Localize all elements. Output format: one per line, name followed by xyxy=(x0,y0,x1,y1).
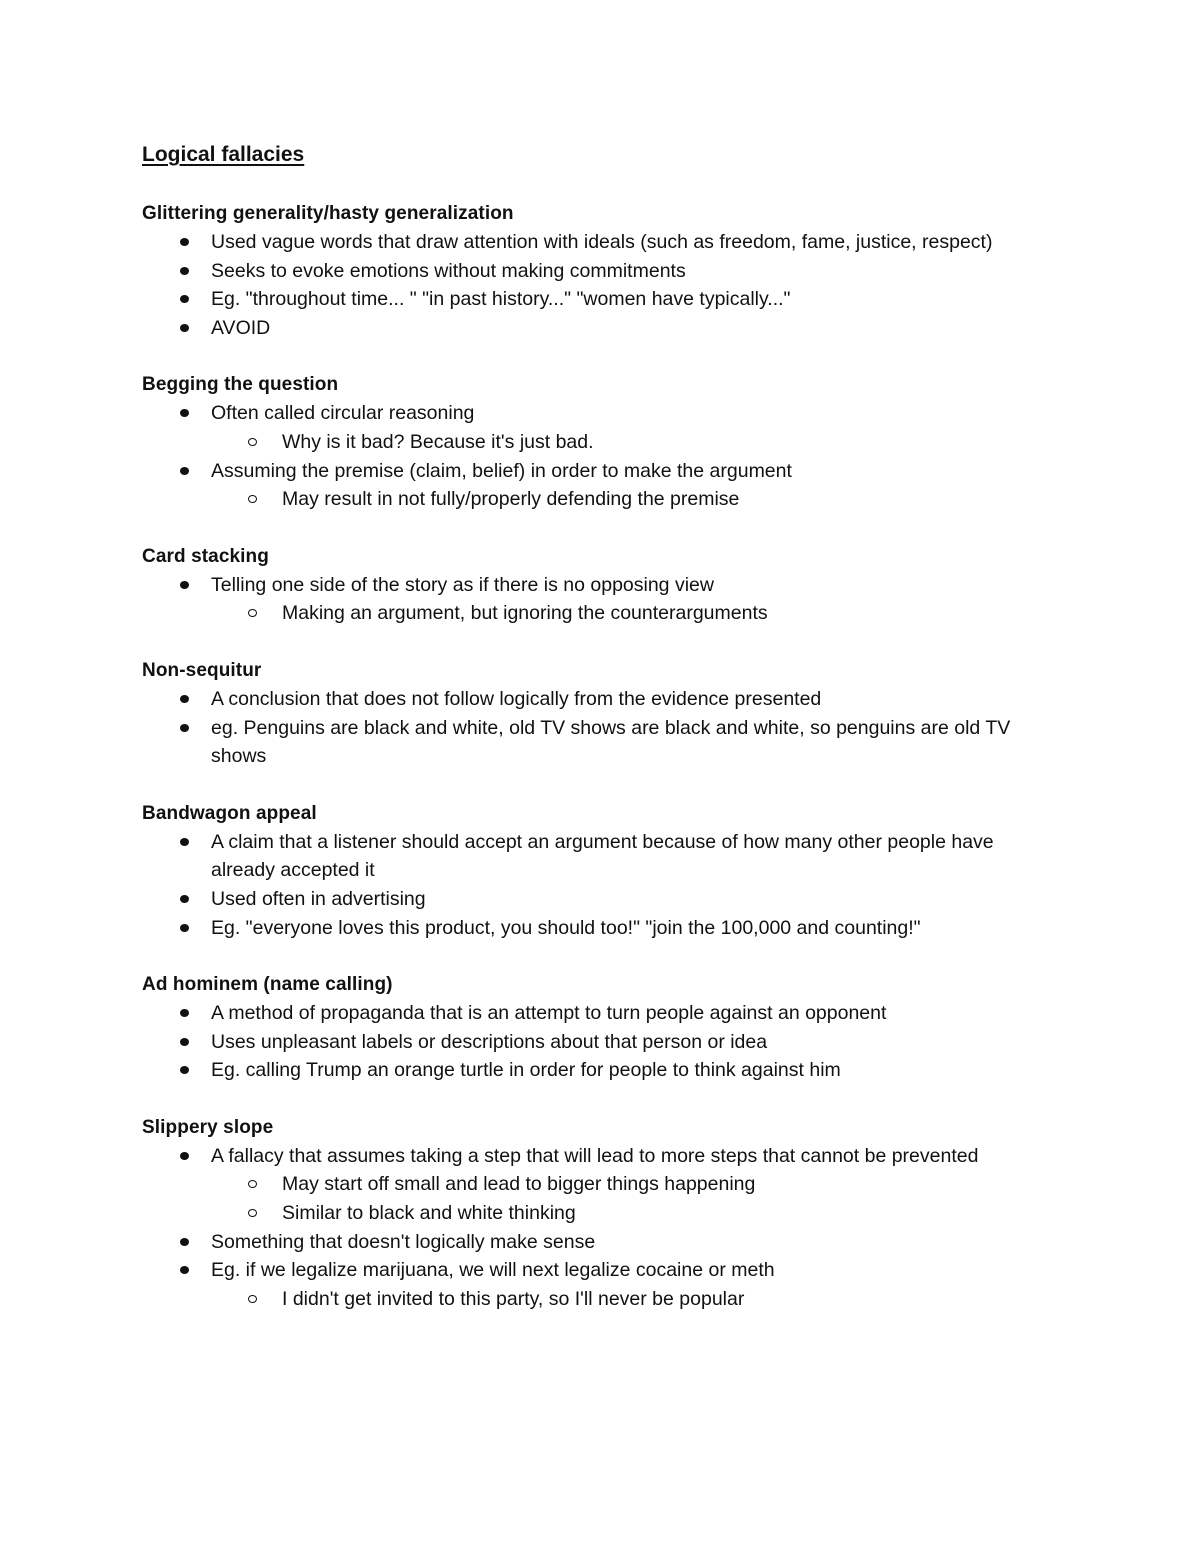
list-item xyxy=(142,1256,1042,1313)
list-item-text: Eg. if we legalize marijuana, we will next legalize cocaine or meth xyxy=(211,1259,775,1282)
filled-bullet-icon xyxy=(180,295,189,303)
sub-list-item xyxy=(211,428,1042,457)
list-item-text: Eg. calling Trump an orange turtle in order for people to think against him xyxy=(211,1059,841,1082)
section-heading: Card stacking xyxy=(142,545,269,567)
list-item-text: A fallacy that assumes taking a step that will lead to more steps that cannot be prevented xyxy=(211,1144,979,1167)
sub-bullet-list xyxy=(211,1170,1042,1227)
fallacy-section xyxy=(142,656,1042,771)
list-item xyxy=(142,571,1042,628)
section-heading: Glittering generality/hasty generalization xyxy=(142,203,514,224)
bullet-list xyxy=(142,1142,1042,1314)
list-item-text: Often called circular reasoning xyxy=(211,402,475,425)
list-item xyxy=(142,228,1042,257)
sub-bullet-list xyxy=(211,599,1042,628)
list-item xyxy=(142,999,1042,1028)
sub-bullet-list xyxy=(211,485,1042,514)
fallacy-section xyxy=(142,970,1042,1085)
filled-bullet-icon xyxy=(180,467,189,475)
list-item xyxy=(142,914,1042,943)
sub-list-item xyxy=(211,1170,1042,1199)
hollow-bullet-icon xyxy=(248,1209,257,1217)
sub-bullet-list xyxy=(211,1285,1042,1314)
fallacy-section xyxy=(142,199,1042,342)
list-item xyxy=(142,885,1042,914)
filled-bullet-icon xyxy=(180,924,189,932)
sub-list-item-text: May start off small and lead to bigger things happening xyxy=(282,1173,756,1196)
bullet-list xyxy=(142,571,1042,628)
hollow-bullet-icon xyxy=(248,609,257,617)
section-heading: Ad hominem (name calling) xyxy=(142,974,393,996)
list-item xyxy=(142,685,1042,714)
fallacy-section xyxy=(142,370,1042,513)
bullet-list xyxy=(142,685,1042,771)
list-item xyxy=(142,399,1042,456)
section-heading: Bandwagon appeal xyxy=(142,802,317,824)
list-item-text: Something that doesn't logically make sense xyxy=(211,1230,596,1253)
filled-bullet-icon xyxy=(180,581,189,589)
list-item-text: Seeks to evoke emotions without making commitments xyxy=(211,259,686,282)
document-body xyxy=(142,140,1042,1341)
filled-bullet-icon xyxy=(180,324,189,332)
section-heading: Non-sequitur xyxy=(142,659,262,681)
fallacy-section xyxy=(142,542,1042,628)
bullet-list xyxy=(142,999,1042,1085)
section-heading: Slippery slope xyxy=(142,1116,274,1138)
list-item xyxy=(142,828,1042,885)
bullet-list xyxy=(142,828,1042,942)
fallacy-section xyxy=(142,1113,1042,1314)
filled-bullet-icon xyxy=(180,1038,189,1046)
filled-bullet-icon xyxy=(180,1009,189,1017)
list-item xyxy=(142,314,1042,343)
list-item-text: Telling one side of the story as if there is no opposing view xyxy=(211,573,714,596)
sub-list-item xyxy=(211,1285,1042,1314)
sub-list-item xyxy=(211,485,1042,514)
list-item xyxy=(142,714,1042,771)
filled-bullet-icon xyxy=(180,695,189,703)
filled-bullet-icon xyxy=(180,267,189,275)
sub-list-item xyxy=(211,1199,1042,1228)
sub-list-item-text: Why is it bad? Because it's just bad. xyxy=(282,430,594,453)
document-title: Logical fallacies xyxy=(142,143,305,166)
list-item xyxy=(142,457,1042,514)
list-item-text: Used often in advertising xyxy=(211,887,426,910)
sub-list-item-text: Similar to black and white thinking xyxy=(282,1202,576,1225)
filled-bullet-icon xyxy=(180,1266,189,1274)
hollow-bullet-icon xyxy=(248,1180,257,1188)
filled-bullet-icon xyxy=(180,1066,189,1074)
hollow-bullet-icon xyxy=(248,1295,257,1303)
hollow-bullet-icon xyxy=(248,495,257,503)
bullet-list xyxy=(142,399,1042,513)
filled-bullet-icon xyxy=(180,838,189,846)
fallacy-section xyxy=(142,799,1042,942)
list-item-text: Assuming the premise (claim, belief) in order to make the argument xyxy=(211,459,792,482)
filled-bullet-icon xyxy=(180,1238,189,1246)
filled-bullet-icon xyxy=(180,895,189,903)
list-item xyxy=(142,257,1042,286)
list-item-text: eg. Penguins are black and white, old TV shows are black and white, so penguins are old TV shows xyxy=(211,716,1011,768)
bullet-list xyxy=(142,228,1042,342)
section-heading: Begging the question xyxy=(142,374,339,396)
list-item-text: A conclusion that does not follow logically from the evidence presented xyxy=(211,687,822,710)
list-item-text: Used vague words that draw attention with ideals (such as freedom, fame, justice, respect) xyxy=(211,231,993,253)
filled-bullet-icon xyxy=(180,238,189,246)
hollow-bullet-icon xyxy=(248,438,257,446)
list-item xyxy=(142,285,1042,314)
list-item-text: AVOID xyxy=(211,316,271,339)
list-item-text: Uses unpleasant labels or descriptions about that person or idea xyxy=(211,1030,768,1053)
sub-list-item-text: I didn't get invited to this party, so I'll never be popular xyxy=(282,1287,745,1310)
list-item xyxy=(142,1056,1042,1085)
list-item xyxy=(142,1228,1042,1257)
list-item-text: Eg. "everyone loves this product, you should too!" "join the 100,000 and counting!" xyxy=(211,916,921,939)
list-item xyxy=(142,1028,1042,1057)
filled-bullet-icon xyxy=(180,1152,189,1160)
filled-bullet-icon xyxy=(180,724,189,732)
sub-list-item-text: May result in not fully/properly defending the premise xyxy=(282,488,740,511)
sections-container xyxy=(142,199,1042,1313)
list-item-text: A method of propaganda that is an attempt to turn people against an opponent xyxy=(211,1002,887,1025)
list-item-text: A claim that a listener should accept an argument because of how many other people have already accepted it xyxy=(211,830,994,882)
sub-list-item xyxy=(211,599,1042,628)
sub-bullet-list xyxy=(211,428,1042,457)
list-item-text: Eg. "throughout time... " "in past history..." "women have typically..." xyxy=(211,288,791,311)
filled-bullet-icon xyxy=(180,409,189,417)
sub-list-item-text: Making an argument, but ignoring the counterarguments xyxy=(282,602,768,625)
list-item xyxy=(142,1142,1042,1228)
